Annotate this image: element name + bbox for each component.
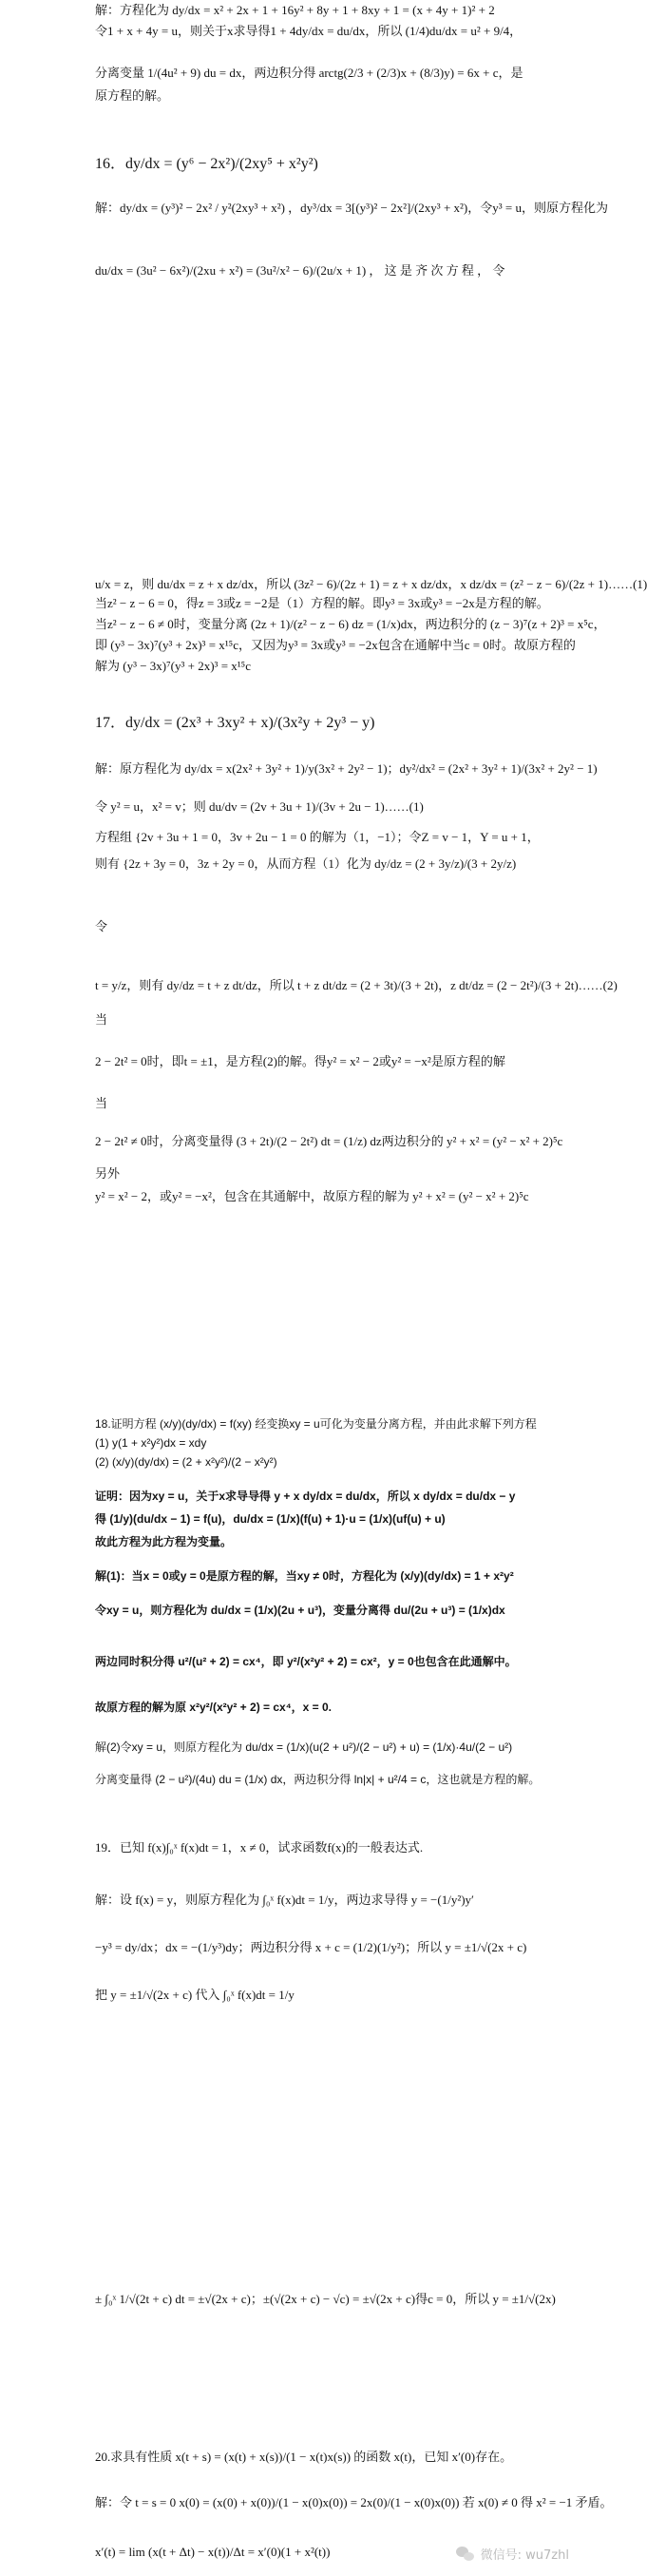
text-line: 当z² − z − 6 = 0，得z = 3或z = −2是（1）方程的解。即y³ = 3x或y³ = −2x是方程的解。	[95, 596, 549, 610]
problem-heading: 16．dy/dx = (y⁶ − 2x²)/(2xy⁵ + x²y²)	[95, 156, 318, 172]
text-line: 解：原方程化为 dy/dx = x(2x² + 3y² + 1)/y(3x² + 2y² − 1)；dy²/dx² = (2x² + 3y² + 1)/(3x² + 2y² − 1)	[95, 761, 598, 776]
text-line: 得 (1/y)(du/dx − 1) = f(u)，du/dx = (1/x)(f(u) + 1)·u = (1/x)(uf(u) + u)	[95, 1512, 446, 1526]
text-line: 令1 + x + 4y = u，则关于x求导得1 + 4dy/dx = du/dx，所以 (1/4)du/dx = u² + 9/4，	[95, 24, 523, 38]
text-line: 解(1)：当x = 0或y = 0是原方程的解，当xy ≠ 0时，方程化为 (x/y)(dy/dx) = 1 + x²y²	[95, 1569, 514, 1583]
text-line: 方程组 {2v + 3u + 1 = 0，3v + 2u − 1 = 0 的解为（1，−1）；令Z = v − 1，Y = u + 1，	[95, 830, 540, 844]
text-line: 故原方程的解为原 x²y²/(x²y² + 2) = cx⁴，x = 0.	[95, 1701, 333, 1714]
text-line: 解：设 f(x) = y，则原方程化为 ∫₀ˣ f(x)dt = 1/y，两边求导得 y = −(1/y²)y′	[95, 1893, 474, 1907]
text-line: x′(t) = lim (x(t + Δt) − x(t))/Δt = x′(0)(1 + x²(t))	[95, 2545, 331, 2559]
text-line: 把 y = ±1/√(2x + c) 代入 ∫₀ˣ f(x)dt = 1/y	[95, 1988, 295, 2002]
text-line: 分离变量 1/(4u² + 9) du = dx，两边积分得 arctg(2/3 + (2/3)x + (8/3)y) = 6x + c，是	[95, 66, 523, 80]
text-line: 当	[95, 1096, 108, 1110]
text-line: du/dx = (3u² − 6x²)/(2xu + x²) = (3u²/x² − 6)/(2u/x + 1) ， 这 是 齐 次 方 程 ， 令	[95, 263, 505, 278]
text-line: 两边同时积分得 u²/(u² + 2) = cx⁴，即 y²/(x²y² + 2) = cx²，y = 0也包含在此通解中。	[95, 1655, 517, 1668]
text-line: u/x = z，则 du/dx = z + x dz/dx，所以 (3z² − 6)/(2z + 1) = z + x dz/dx，x dz/dx = (z² − z − 6)/(2z + 1)……(1)	[95, 577, 647, 591]
text-line: 原方程的解。	[95, 88, 170, 103]
text-line: 另外	[95, 1166, 121, 1181]
text-line: 令	[95, 919, 108, 933]
text-line: 证明：因为xy = u，关于x求导导得 y + x dy/dx = du/dx，所以 x dy/dx = du/dx − y	[95, 1490, 516, 1503]
text-line: 解(2)令xy = u，则原方程化为 du/dx = (1/x)(u(2 + u²)/(2 − u²) + u) = (1/x)·4u/(2 − u²)	[95, 1740, 513, 1754]
text-line: ± ∫₀ˣ 1/√(2t + c) dt = ±√(2x + c)；±(√(2x + c) − √c) = ±√(2x + c)得c = 0，所以 y = ±1/√(2x)	[95, 2292, 556, 2306]
problem-heading: 17．dy/dx = (2x³ + 3xy² + x)/(3x²y + 2y³ − y)	[95, 715, 375, 731]
text-line: 解为 (y³ − 3x)⁷(y³ + 2x)³ = x¹⁵c	[95, 659, 251, 673]
text-line: 解：方程化为 dy/dx = x² + 2x + 1 + 16y² + 8y + 1 + 8xy + 1 = (x + 4y + 1)² + 2	[95, 3, 495, 17]
problem-heading: 20.求具有性质 x(t + s) = (x(t) + x(s))/(1 − x(t)x(s)) 的函数 x(t)，已知 x′(0)存在。	[95, 2450, 513, 2464]
watermark-text: 微信号: wu7zhl	[480, 2548, 569, 2563]
text-line: 故此方程为此方程为变量。	[95, 1535, 233, 1548]
text-line: 令 y² = u，x² = v；则 du/dv = (2v + 3u + 1)/(3v + 2u − 1)……(1)	[95, 799, 424, 814]
text-line: 则有 {2z + 3y = 0，3z + 2y = 0，从而方程（1）化为 dy/dz = (2 + 3y/z)/(3 + 2y/z)	[95, 856, 517, 871]
text-line: (1) y(1 + x²y²)dx = xdy	[95, 1436, 207, 1450]
text-line: 解：令 t = s = 0 x(0) = (x(0) + x(0))/(1 − x(0)x(0)) = 2x(0)/(1 − x(0)x(0)) 若 x(0) ≠ 0 得 x² = −1 矛盾。	[95, 2495, 613, 2509]
text-line: (2) (x/y)(dy/dx) = (2 + x²y²)/(2 − x²y²)	[95, 1455, 277, 1469]
text-line: 当	[95, 1012, 108, 1027]
text-line: 2 − 2t² ≠ 0时，分离变量得 (3 + 2t)/(2 − 2t²) dt = (1/z) dz两边积分的 y² + x² = (y² − x² + 2)⁵c	[95, 1134, 563, 1148]
problem-heading: 19．已知 f(x)∫₀ˣ f(x)dt = 1，x ≠ 0，试求函数f(x)的一般表达式.	[95, 1840, 424, 1855]
watermark	[456, 2545, 569, 2563]
text-line: 解：dy/dx = (y³)² − 2x² / y²(2xy³ + x²) ，dy³/dx = 3[(y³)² − 2x²]/(2xy³ + x²)，令y³ = u，则原方程化为	[95, 201, 608, 215]
text-line: 2 − 2t² = 0时，即t = ±1，是方程(2)的解。得y² = x² − 2或y² = −x²是原方程的解	[95, 1054, 505, 1068]
text-line: 即 (y³ − 3x)⁷(y³ + 2x)³ = x¹⁵c，又因为y³ = 3x或y³ = −2x包含在通解中当c = 0时。故原方程的	[95, 638, 576, 652]
text-line: −y³ = dy/dx；dx = −(1/y³)dy；两边积分得 x + c = (1/2)(1/y²)；所以 y = ±1/√(2x + c)	[95, 1940, 527, 1954]
text-line: t = y/z，则有 dy/dz = t + z dt/dz，所以 t + z dt/dz = (2 + 3t)/(3 + 2t)，z dt/dz = (2 − 2t²)/(3 + 2t)……(2)	[95, 978, 618, 992]
text-line: 令xy = u，则方程化为 du/dx = (1/x)(2u + u³)，变量分离得 du/(2u + u³) = (1/x)dx	[95, 1604, 505, 1617]
text-line: 分离变量得 (2 − u²)/(4u) du = (1/x) dx，两边积分得 ln|x| + u²/4 = c，这也就是方程的解。	[95, 1773, 541, 1786]
text-line: 当z² − z − 6 ≠ 0时，变量分离 (2z + 1)/(z² − z − 6) dz = (1/x)dx，两边积分的 (z − 3)⁷(z + 2)³ = x⁵c，	[95, 617, 606, 631]
text-line: 18.证明方程 (x/y)(dy/dx) = f(xy) 经变换xy = u可化为变量分离方程，并由此求解下列方程	[95, 1417, 537, 1431]
text-line: y² = x² − 2，或y² = −x²，包含在其通解中，故原方程的解为 y² + x² = (y² − x² + 2)⁵c	[95, 1189, 529, 1203]
wechat-icon	[456, 2547, 475, 2562]
